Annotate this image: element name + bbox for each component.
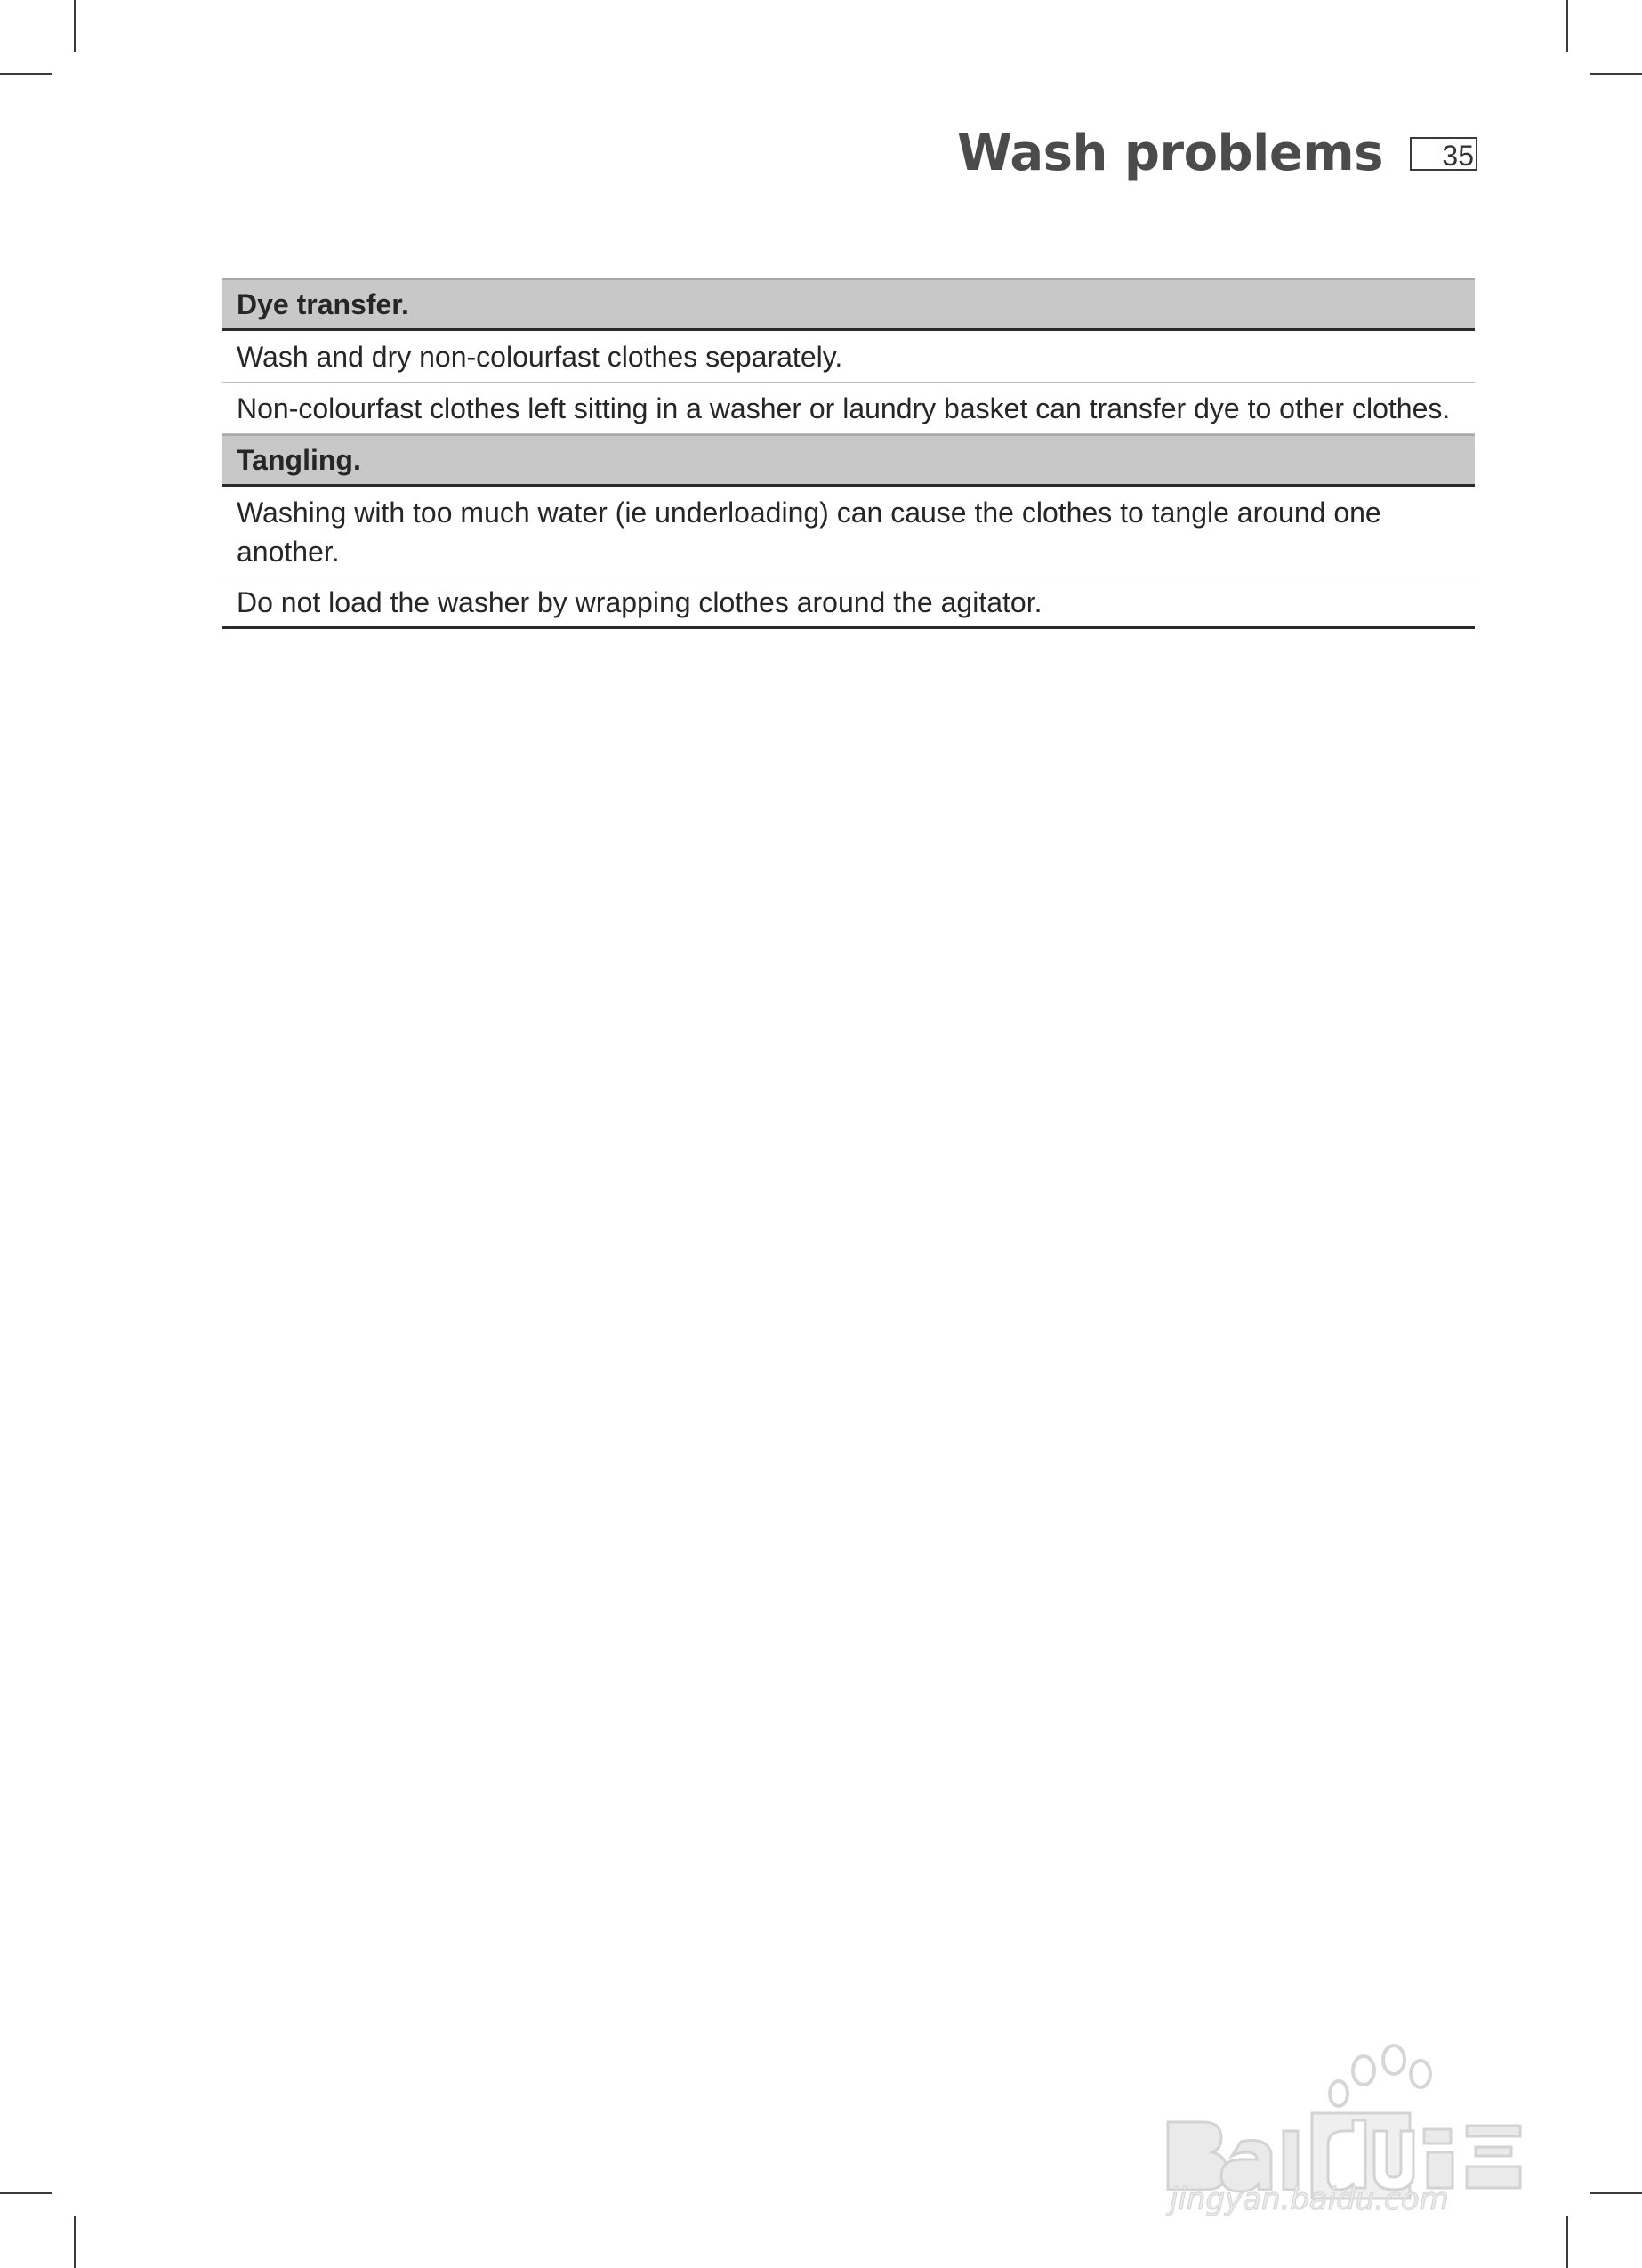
page-title: Wash problems — [957, 125, 1383, 182]
crop-mark — [0, 73, 52, 75]
section-heading: Dye transfer. — [222, 278, 1475, 331]
crop-mark — [1590, 73, 1642, 75]
troubleshooting-table — [222, 278, 1475, 629]
crop-mark — [1566, 2216, 1568, 2268]
crop-mark — [74, 2216, 76, 2268]
page-number: 35 — [1410, 137, 1477, 171]
table-row: Wash and dry non-colourfast clothes separately. — [222, 331, 1475, 383]
crop-mark — [1590, 2192, 1642, 2194]
table-row: Do not load the washer by wrapping clothes around the agitator. — [222, 577, 1475, 629]
crop-mark — [0, 2192, 52, 2194]
page-header — [957, 125, 1477, 182]
crop-mark — [1566, 0, 1568, 52]
crop-mark — [74, 0, 76, 52]
table-row: Non-colourfast clothes left sitting in a washer or laundry basket can transfer dye to other clothes. — [222, 383, 1475, 434]
section-heading: Tangling. — [222, 434, 1475, 487]
table-row: Washing with too much water (ie underloading) can cause the clothes to tangle around one another. — [222, 487, 1475, 577]
svg-text:jingyan.baidu.com: jingyan.baidu.com — [1170, 2182, 1449, 2216]
baidu-watermark-logo — [1161, 2015, 1552, 2216]
